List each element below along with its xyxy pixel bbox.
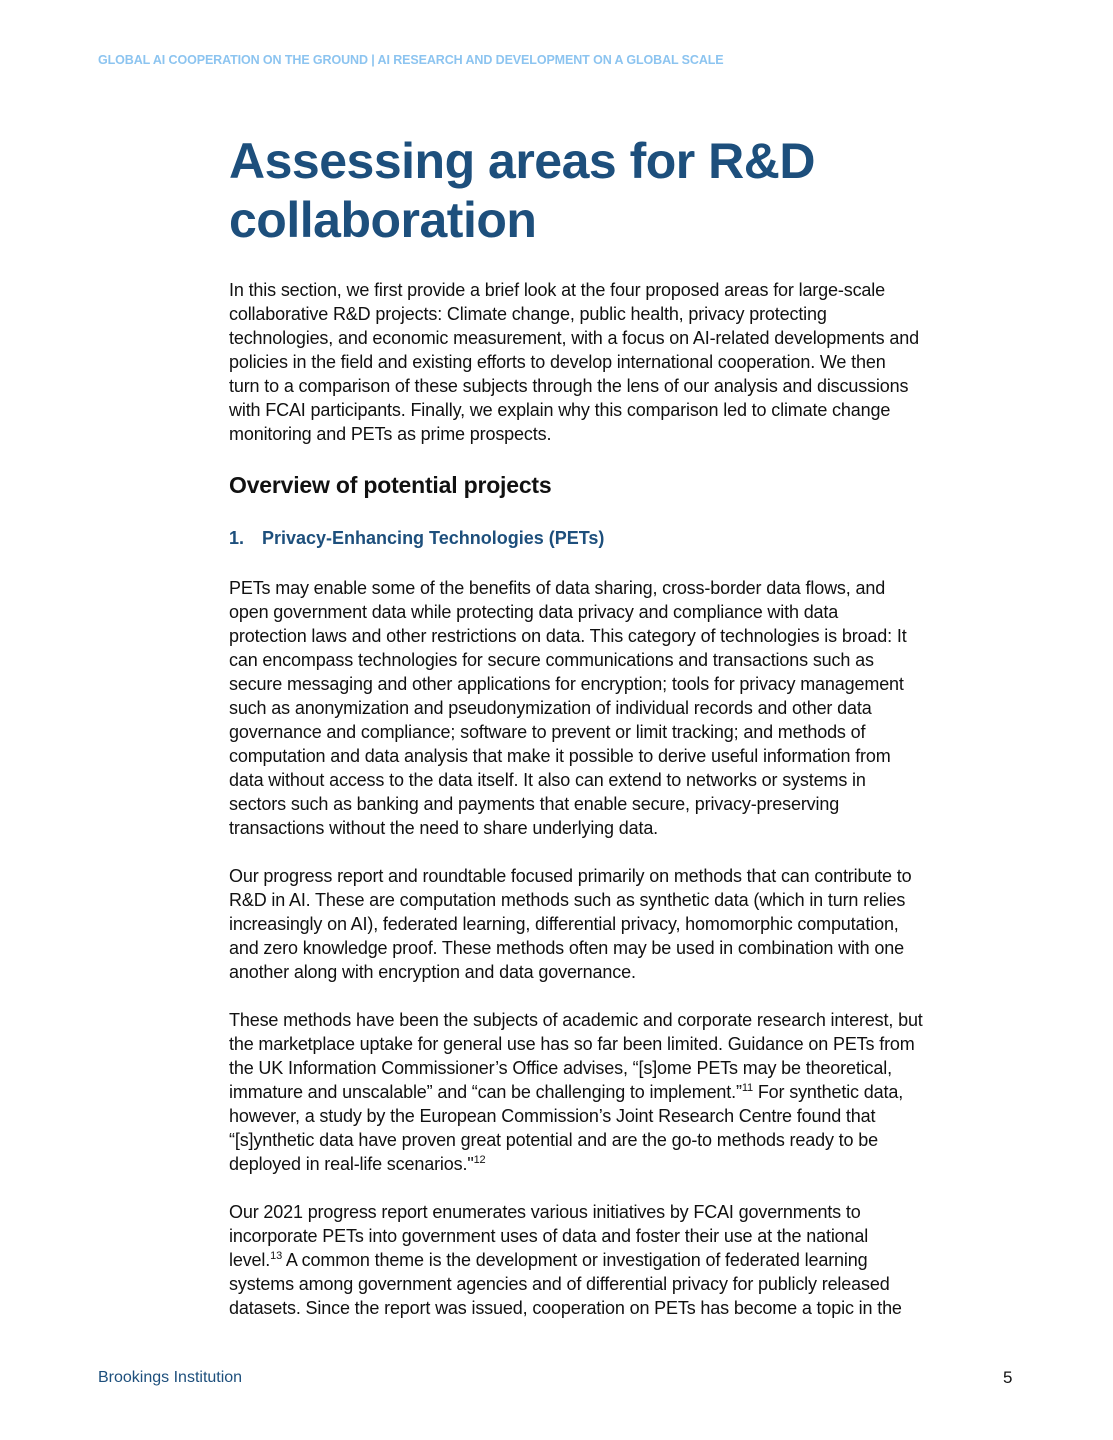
text-line: turn to a comparison of these subjects through the lens of our analysis and discussions bbox=[229, 376, 909, 396]
text-line: systems among government agencies and of differential privacy for publicly released bbox=[229, 1274, 890, 1294]
text-line: however, a study by the European Commission’s Joint Research Centre found that bbox=[229, 1106, 876, 1126]
text-line: the UK Information Commissioner’s Office advises, “[s]ome PETs may be theoretical, bbox=[229, 1058, 892, 1078]
footer-publisher: Brookings Institution bbox=[98, 1369, 243, 1386]
body-paragraph bbox=[229, 576, 907, 840]
footnote-reference[interactable]: 13 bbox=[270, 1250, 283, 1262]
body-paragraph bbox=[229, 1200, 902, 1320]
subsection-number: 1. bbox=[229, 528, 245, 548]
title-line: collaboration bbox=[229, 192, 537, 248]
text-line: Our progress report and roundtable focused primarily on methods that can contribute to bbox=[229, 866, 912, 886]
text-line: with FCAI participants. Finally, we explain why this comparison led to climate change bbox=[229, 400, 891, 420]
text-line: collaborative R&D projects: Climate change, public health, privacy protecting bbox=[229, 304, 827, 324]
text-line: monitoring and PETs as prime prospects. bbox=[229, 424, 552, 444]
page-title bbox=[229, 132, 815, 250]
footnote-reference[interactable]: 12 bbox=[473, 1154, 486, 1166]
body-paragraph bbox=[229, 1008, 923, 1176]
text-line: such as anonymization and pseudonymization of individual records and other data bbox=[229, 698, 872, 718]
text-line: computation and data analysis that make it possible to derive useful information from bbox=[229, 746, 891, 766]
text-line: secure messaging and other applications for encryption; tools for privacy management bbox=[229, 674, 904, 694]
text-line: immature and unscalable” and “can be challenging to implement.”$^{11}$ For synthetic data, bbox=[229, 1082, 904, 1102]
text-line: datasets. Since the report was issued, cooperation on PETs has become a topic in the bbox=[229, 1298, 902, 1318]
text-line: governance and compliance; software to prevent or limit tracking; and methods of bbox=[229, 722, 866, 742]
text-line: open government data while protecting data privacy and compliance with data bbox=[229, 602, 839, 622]
text-line: transactions without the need to share underlying data. bbox=[229, 818, 659, 838]
text-line: sectors such as banking and payments that enable secure, privacy-preserving bbox=[229, 794, 840, 814]
text-line: In this section, we first provide a brief look at the four proposed areas for large-scale bbox=[229, 280, 885, 300]
text-line: incorporate PETs into government uses of data and foster their use at the national bbox=[229, 1226, 869, 1246]
text-line: data without access to the data itself. It also can extend to networks or systems in bbox=[229, 770, 866, 790]
subsection-label: Privacy-Enhancing Technologies (PETs) bbox=[262, 528, 605, 548]
running-header: GLOBAL AI COOPERATION ON THE GROUND | AI RESEARCH AND DEVELOPMENT ON A GLOBAL SCALE bbox=[98, 53, 724, 67]
text-line: the marketplace uptake for general use has so far been limited. Guidance on PETs from bbox=[229, 1034, 915, 1054]
intro-paragraph bbox=[229, 278, 919, 446]
subsection-heading bbox=[229, 528, 604, 549]
text-line: increasingly on AI), federated learning, differential privacy, homomorphic computation, bbox=[229, 914, 899, 934]
text-line: deployed in real-life scenarios."$^{12}$ bbox=[229, 1154, 486, 1174]
text-line: and zero knowledge proof. These methods often may be used in combination with one bbox=[229, 938, 904, 958]
text-line: technologies, and economic measurement, with a focus on AI-related developments and bbox=[229, 328, 919, 348]
text-line: policies in the field and existing efforts to develop international cooperation. We then bbox=[229, 352, 886, 372]
text-line: can encompass technologies for secure communications and transactions such as bbox=[229, 650, 874, 670]
footnote-reference[interactable]: 11 bbox=[741, 1082, 753, 1094]
text-line: Our 2021 progress report enumerates various initiatives by FCAI governments to bbox=[229, 1202, 861, 1222]
text-line: protection laws and other restrictions on data. This category of technologies is broad: It bbox=[229, 626, 907, 646]
page-number: 5 bbox=[1003, 1368, 1013, 1387]
text-line: PETs may enable some of the benefits of data sharing, cross-border data flows, and bbox=[229, 578, 886, 598]
section-heading: Overview of potential projects bbox=[229, 472, 552, 498]
text-line: These methods have been the subjects of academic and corporate research interest, but bbox=[229, 1010, 923, 1030]
text-line: another along with encryption and data governance. bbox=[229, 962, 636, 982]
text-line: level.$^{13}$ A common theme is the development or investigation of federated learning bbox=[229, 1250, 868, 1270]
title-line: Assessing areas for R&D bbox=[229, 133, 815, 189]
text-line: R&D in AI. These are computation methods such as synthetic data (which in turn relies bbox=[229, 890, 906, 910]
body-paragraph bbox=[229, 864, 911, 984]
text-line: “[s]ynthetic data have proven great potential and are the go-to methods ready to be bbox=[229, 1130, 878, 1150]
